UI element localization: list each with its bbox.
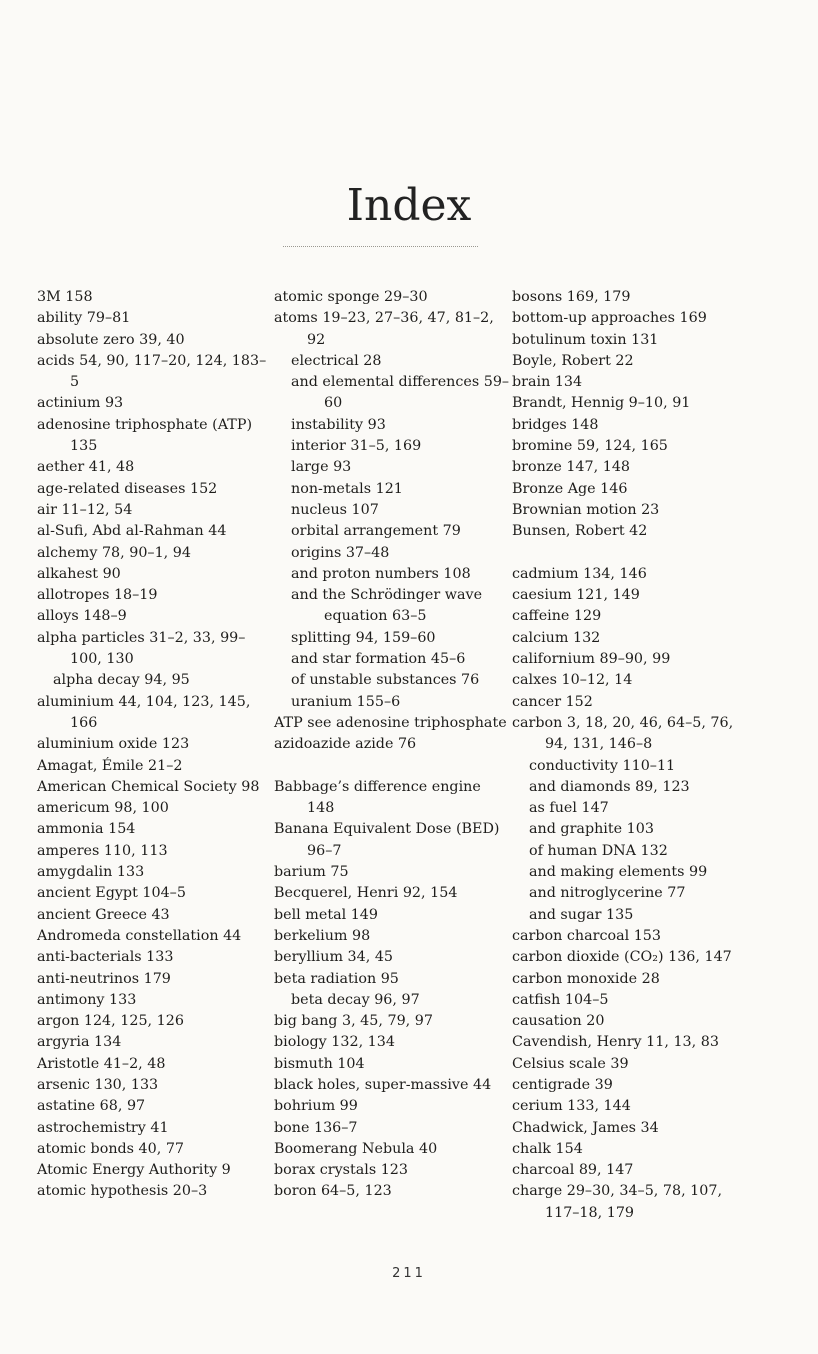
- index-entry: cancer 152: [512, 693, 593, 710]
- index-entry: Banana Equivalent Dose (BED) 96–7: [274, 821, 500, 859]
- index-entry: aluminium oxide 123: [37, 736, 190, 753]
- index-entry: charcoal 89, 147: [512, 1162, 634, 1179]
- index-entry: acids 54, 90, 117–20, 124, 183–5: [37, 352, 267, 391]
- index-entry: atomic sponge 29–30: [274, 289, 428, 305]
- index-subentry: uranium 155–6: [291, 693, 401, 710]
- index-entry: beryllium 34, 45: [274, 949, 394, 966]
- index-entry: age-related diseases 152: [37, 480, 218, 497]
- index-entry: bell metal 149: [274, 906, 378, 923]
- index-subentry: instability 93: [291, 416, 386, 433]
- title-divider: [283, 246, 478, 247]
- index-entry: amygdalin 133: [37, 864, 145, 881]
- index-entry: bridges 148: [512, 416, 599, 433]
- index-entry: caffeine 129: [512, 608, 602, 625]
- index-entry: ancient Egypt 104–5: [37, 885, 186, 902]
- index-entry: Becquerel, Henri 92, 154: [274, 885, 458, 902]
- index-entry: bottom-up approaches 169: [512, 310, 707, 327]
- index-subentry: non-metals 121: [291, 480, 403, 497]
- index-entry: Amagat, Émile 21–2: [37, 757, 183, 774]
- index-entry: ability 79–81: [37, 310, 131, 327]
- index-entry: arsenic 130, 133: [37, 1076, 159, 1093]
- index-entry: Brownian motion 23: [512, 501, 660, 518]
- index-entry: cadmium 134, 146: [512, 565, 647, 582]
- index-subentry: and making elements 99: [529, 864, 708, 881]
- index-entry: azidoazide azide 76: [274, 736, 417, 753]
- index-entry: causation 20: [512, 1013, 605, 1030]
- index-entry: Bronze Age 146: [512, 480, 628, 497]
- index-subentry: and diamonds 89, 123: [529, 778, 690, 795]
- index-entry: black holes, super-massive 44: [274, 1076, 492, 1093]
- index-entry: bromine 59, 124, 165: [512, 438, 668, 455]
- index-entry: beta radiation 95: [274, 970, 399, 987]
- index-entry: absolute zero 39, 40: [37, 331, 185, 348]
- index-subentry: conductivity 110–11: [529, 757, 676, 774]
- index-entry: bosons 169, 179: [512, 289, 631, 305]
- index-entry: atomic hypothesis 20–3: [37, 1183, 208, 1200]
- index-entry: centigrade 39: [512, 1076, 613, 1093]
- index-subentry: beta decay 96, 97: [291, 991, 420, 1008]
- index-entry: ATP see adenosine triphosphate: [274, 714, 507, 731]
- index-subentry: alpha decay 94, 95: [53, 672, 190, 689]
- index-entry: alloys 148–9: [37, 608, 127, 625]
- index-entry: Boyle, Robert 22: [512, 352, 634, 369]
- index-entry: Babbage’s difference engine 148: [274, 778, 481, 817]
- page-number: 211: [392, 1266, 426, 1281]
- letter-section-gap: [512, 543, 752, 564]
- index-entry: bronze 147, 148: [512, 459, 631, 476]
- index-entry: aluminium 44, 104, 123, 145, 166: [37, 693, 251, 731]
- index-entry: Andromeda constellation 44: [37, 927, 242, 944]
- index-subentry: and sugar 135: [529, 906, 634, 923]
- index-entry: berkelium 98: [274, 927, 371, 944]
- index-subentry: large 93: [291, 459, 352, 476]
- index-entry: biology 132, 134: [274, 1034, 395, 1051]
- index-entry: air 11–12, 54: [37, 501, 133, 518]
- index-entry: big bang 3, 45, 79, 97: [274, 1013, 433, 1030]
- index-subentry: of unstable substances 76: [291, 672, 480, 689]
- index-entry: calxes 10–12, 14: [512, 672, 633, 689]
- index-subentry: splitting 94, 159–60: [291, 629, 436, 646]
- index-entry: bismuth 104: [274, 1055, 365, 1072]
- index-entry: caesium 121, 149: [512, 587, 640, 604]
- index-entry: californium 89–90, 99: [512, 651, 671, 668]
- index-entry: amperes 110, 113: [37, 842, 168, 859]
- index-entry: Bunsen, Robert 42: [512, 523, 648, 540]
- index-entry: 3M 158: [37, 289, 93, 305]
- index-entry: ancient Greece 43: [37, 906, 170, 923]
- index-entry: carbon charcoal 153: [512, 927, 661, 944]
- index-entry: anti-neutrinos 179: [37, 970, 171, 987]
- index-subentry: orbital arrangement 79: [291, 523, 461, 540]
- index-entry: atoms 19–23, 27–36, 47, 81–2, 92: [274, 310, 494, 348]
- index-entry: chalk 154: [512, 1140, 583, 1157]
- index-entry: Brandt, Hennig 9–10, 91: [512, 395, 691, 412]
- index-column-2: [274, 287, 510, 1203]
- index-subentry: interior 31–5, 169: [291, 438, 422, 455]
- index-entry: argyria 134: [37, 1034, 122, 1051]
- index-entry: Cavendish, Henry 11, 13, 83: [512, 1034, 719, 1051]
- index-entry: carbon 3, 18, 20, 46, 64–5, 76, 94, 131, 146–8: [512, 714, 734, 753]
- index-entry: alpha particles 31–2, 33, 99–100, 130: [37, 629, 246, 668]
- index-subentry: and graphite 103: [529, 821, 654, 838]
- index-entry: Atomic Energy Authority 9: [37, 1162, 231, 1179]
- index-subentry: and proton numbers 108: [291, 565, 471, 582]
- index-entry: Chadwick, James 34: [512, 1119, 659, 1136]
- index-entry: boron 64–5, 123: [274, 1183, 392, 1200]
- index-entry: adenosine triphosphate (ATP) 135: [37, 416, 253, 455]
- index-entry: ammonia 154: [37, 821, 136, 838]
- index-subentry: origins 37–48: [291, 544, 390, 561]
- index-subentry: electrical 28: [291, 352, 382, 369]
- index-subentry: and elemental differences 59–60: [291, 374, 510, 412]
- index-entry: al-Sufi, Abd al-Rahman 44: [37, 523, 227, 540]
- index-entry: bone 136–7: [274, 1119, 358, 1136]
- index-entry: alkahest 90: [37, 565, 121, 582]
- index-entry: bohrium 99: [274, 1098, 358, 1115]
- index-entry: barium 75: [274, 864, 349, 881]
- index-entry: calcium 132: [512, 629, 601, 646]
- index-entry: astrochemistry 41: [37, 1119, 169, 1136]
- page-title: Index: [346, 180, 472, 231]
- index-entry: anti-bacterials 133: [37, 949, 174, 966]
- index-entry: catfish 104–5: [512, 991, 609, 1008]
- index-entry: cerium 133, 144: [512, 1098, 631, 1115]
- index-entry: aether 41, 48: [37, 459, 135, 476]
- index-entry: antimony 133: [37, 991, 137, 1008]
- index-subentry: nucleus 107: [291, 501, 379, 518]
- index-entry: American Chemical Society 98: [37, 778, 260, 795]
- index-entry: charge 29–30, 34–5, 78, 107, 117–18, 179: [512, 1183, 722, 1221]
- index-entry: carbon monoxide 28: [512, 970, 660, 987]
- index-entry: borax crystals 123: [274, 1162, 408, 1179]
- index-entry: actinium 93: [37, 395, 124, 412]
- index-entry: botulinum toxin 131: [512, 331, 659, 348]
- letter-section-gap: [274, 756, 510, 777]
- index-entry: Celsius scale 39: [512, 1055, 629, 1072]
- index-entry: Aristotle 41–2, 48: [37, 1055, 166, 1072]
- index-entry: astatine 68, 97: [37, 1098, 146, 1115]
- index-entry: brain 134: [512, 374, 583, 391]
- index-entry: allotropes 18–19: [37, 587, 158, 604]
- index-subentry: of human DNA 132: [529, 842, 668, 859]
- index-subentry: and nitroglycerine 77: [529, 885, 686, 902]
- index-entry: atomic bonds 40, 77: [37, 1140, 185, 1157]
- index-subentry: and the Schrödinger wave equation 63–5: [291, 587, 483, 625]
- index-column-3: [512, 287, 752, 1224]
- index-subentry: and star formation 45–6: [291, 651, 466, 668]
- index-entry: Boomerang Nebula 40: [274, 1140, 438, 1157]
- index-entry: alchemy 78, 90–1, 94: [37, 544, 191, 561]
- index-entry: carbon dioxide (CO₂) 136, 147: [512, 949, 732, 966]
- index-entry: americum 98, 100: [37, 800, 169, 817]
- index-entry: argon 124, 125, 126: [37, 1013, 184, 1030]
- index-column-1: [37, 287, 273, 1203]
- index-subentry: as fuel 147: [529, 800, 609, 817]
